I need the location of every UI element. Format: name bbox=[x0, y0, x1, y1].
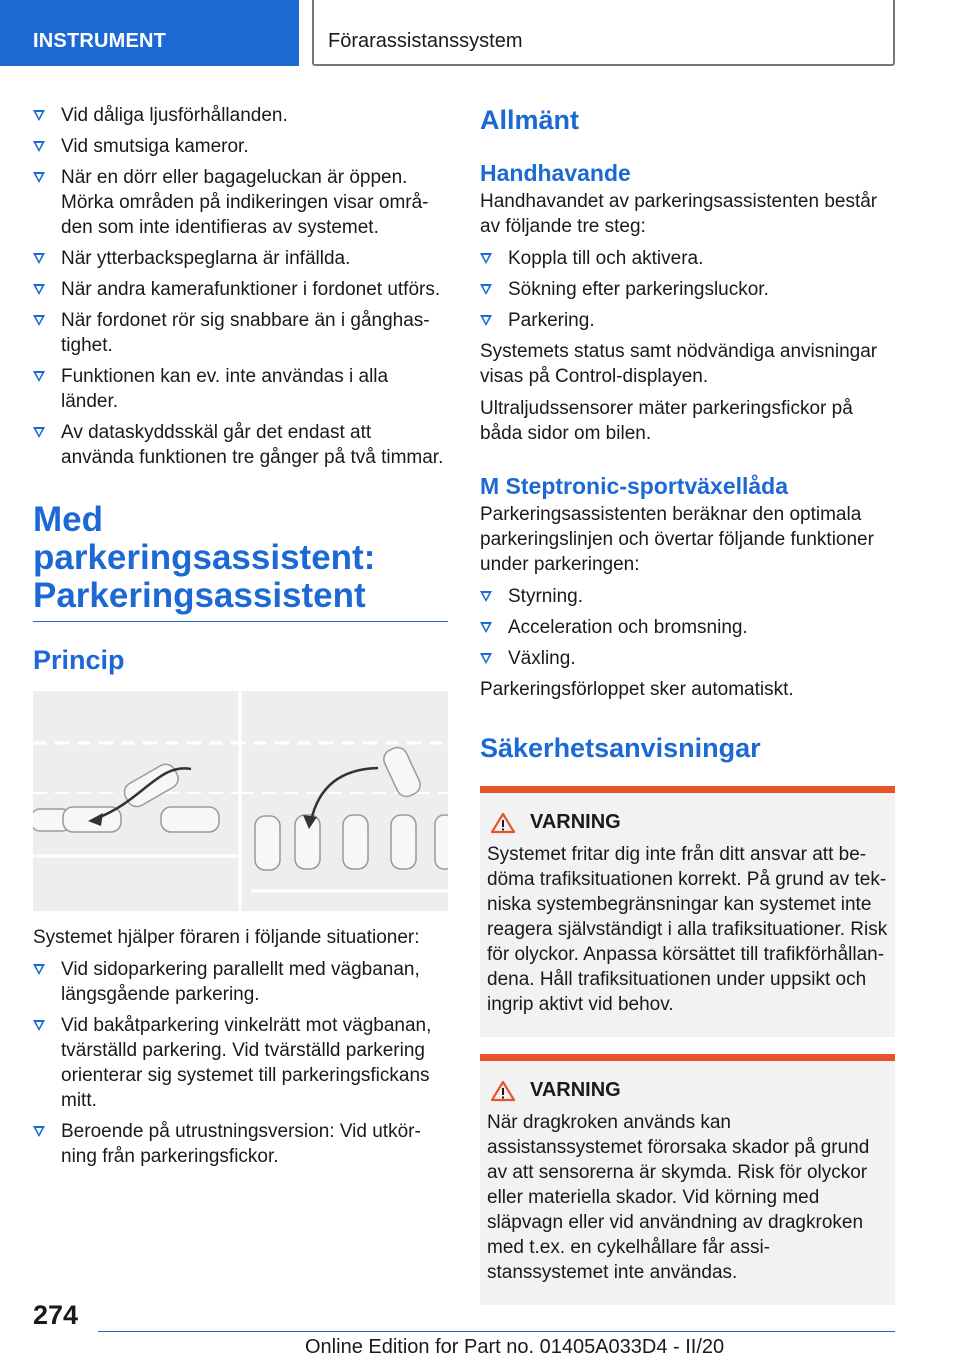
triangle-bullet-icon bbox=[480, 253, 492, 264]
automatic-text: Parkeringsförloppet sker automatiskt. bbox=[480, 679, 794, 700]
list-item: Sökning efter parkeringsluckor. bbox=[480, 277, 895, 302]
chapter-title: Förarassistanssystem bbox=[328, 30, 523, 52]
footer-divider bbox=[98, 1331, 895, 1332]
limitations-list bbox=[33, 103, 448, 470]
list-item: När fordonet rör sig snabbare än i gånghas-tighet. bbox=[33, 308, 448, 358]
section-tab[interactable] bbox=[0, 0, 299, 66]
warning-text: Systemet fritar dig inte från ditt ansvar att be-döma trafiksituationen korrekt. På grund av tek-niska systembegränsningar kan systemet inte reagera självständigt i alla trafiksituationer. Risk för olyckor. Anpassa körsättet till trafikförhållan-dena. Håll trafiksituationen under uppsikt och ingrip aktivt vid behov. bbox=[487, 844, 888, 1015]
safety-heading: Säkerhetsanvisningar bbox=[480, 733, 761, 763]
warning-triangle-icon bbox=[490, 812, 516, 834]
list-item: Parkering. bbox=[480, 308, 895, 333]
list-item: Vid bakåtparkering vinkelrätt mot vägbanan, tvärställd parkering. Vid tvärställd parkering orienterar sig systemet till parkeringsfickans mitt. bbox=[33, 1013, 448, 1113]
triangle-bullet-icon bbox=[33, 172, 45, 183]
handhavande-text: Handhavandet av parkeringsassistenten består av följande tre steg: bbox=[480, 191, 878, 237]
triangle-bullet-icon bbox=[33, 253, 45, 264]
steps-list bbox=[480, 246, 895, 333]
warning-title: VARNING bbox=[487, 811, 888, 834]
warning-text: När dragkroken används kan assistanssystemet förorsaka skador på grund av att sensorerna är skymda. Risk för olyckor eller materiella skador. Vid körning med släpvagn eller vid användning av dragkroken med t.ex. en cykelhållare får assi-stanssystemet inte användas. bbox=[487, 1112, 870, 1283]
list-item: Vid smutsiga kameror. bbox=[33, 134, 448, 159]
ultrasonic-text: Ultraljudssensorer mäter parkeringsfickor på båda sidor om bilen. bbox=[480, 398, 853, 444]
chapter-tab[interactable] bbox=[312, 0, 895, 66]
triangle-bullet-icon bbox=[33, 284, 45, 295]
list-item: Vid dåliga ljusförhållanden. bbox=[33, 103, 448, 128]
triangle-bullet-icon bbox=[33, 427, 45, 438]
list-item: När ytterbackspeglarna är infällda. bbox=[33, 246, 448, 271]
triangle-bullet-icon bbox=[33, 315, 45, 326]
list-item: Koppla till och aktivera. bbox=[480, 246, 895, 271]
page-number: 274 bbox=[33, 1300, 79, 1330]
functions-list bbox=[480, 584, 895, 671]
list-item: När en dörr eller bagageluckan är öppen. Mörka områden på indikeringen visar områ-den som inte identifieras av systemet. bbox=[33, 165, 448, 240]
triangle-bullet-icon bbox=[33, 1020, 45, 1031]
list-item: När andra kamerafunktioner i fordonet utförs. bbox=[33, 277, 448, 302]
main-heading: Med parkeringsassistent: Parkeringsassistent bbox=[33, 501, 448, 622]
parking-diagram-icon bbox=[33, 691, 448, 911]
list-item: Växling. bbox=[480, 646, 895, 671]
steptronic-text: Parkeringsassistenten beräknar den optimala parkeringslinjen och övertar följande funktioner under parkeringen: bbox=[480, 504, 874, 575]
list-item: Beroende på utrustningsversion: Vid utkör-ning från parkeringsfickor. bbox=[33, 1119, 448, 1169]
warning-title: VARNING bbox=[487, 1079, 888, 1102]
triangle-bullet-icon bbox=[33, 964, 45, 975]
triangle-bullet-icon bbox=[480, 622, 492, 633]
situations-intro: Systemet hjälper föraren i följande situationer: bbox=[33, 927, 420, 948]
triangle-bullet-icon bbox=[33, 1126, 45, 1137]
list-item: Acceleration och bromsning. bbox=[480, 615, 895, 640]
warning-box bbox=[480, 786, 895, 1037]
triangle-bullet-icon bbox=[480, 284, 492, 295]
status-text: Systemets status samt nödvändiga anvisningar visas på Control-displayen. bbox=[480, 341, 878, 387]
steptronic-heading: M Steptronic-sportväxellåda bbox=[480, 473, 789, 499]
triangle-bullet-icon bbox=[33, 110, 45, 121]
triangle-bullet-icon bbox=[480, 653, 492, 664]
triangle-bullet-icon bbox=[33, 141, 45, 152]
list-item: Funktionen kan ev. inte användas i alla länder. bbox=[33, 364, 448, 414]
list-item: Vid sidoparkering parallellt med vägbanan, längsgående parkering. bbox=[33, 957, 448, 1007]
triangle-bullet-icon bbox=[480, 591, 492, 602]
section-title: INSTRUMENT bbox=[33, 30, 167, 52]
left-column bbox=[33, 103, 448, 1175]
right-column bbox=[480, 103, 895, 1305]
allmant-heading: Allmänt bbox=[480, 105, 580, 135]
triangle-bullet-icon bbox=[480, 315, 492, 326]
edition-link[interactable]: Online Edition for Part no. 01405A033D4 - II/20 bbox=[305, 1336, 725, 1358]
princip-heading: Princip bbox=[33, 645, 125, 675]
warning-box-tow-hitch bbox=[480, 1054, 895, 1305]
list-item: Av dataskyddsskäl går det endast att använda funktionen tre gånger på två timmar. bbox=[33, 420, 448, 470]
warning-triangle-icon bbox=[490, 1080, 516, 1102]
list-item: Styrning. bbox=[480, 584, 895, 609]
situations-list bbox=[33, 957, 448, 1169]
handhavande-heading: Handhavande bbox=[480, 160, 631, 186]
triangle-bullet-icon bbox=[33, 371, 45, 382]
parking-illustration bbox=[33, 691, 448, 911]
